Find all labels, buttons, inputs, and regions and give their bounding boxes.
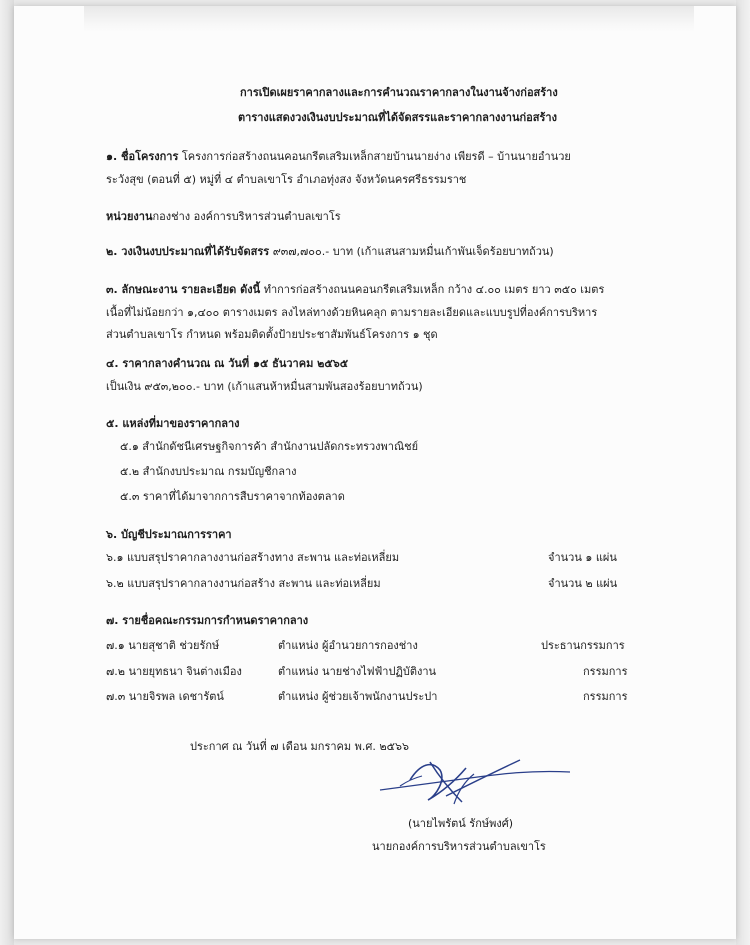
account-item-1: ๖.๑ แบบสรุปราคากลางงานก่อสร้างทาง สะพาน และท่อเหลี่ยม <box>106 551 400 564</box>
nature-text-3: ส่วนตำบลเขาโร กำหนด พร้อมติดตั้งป้ายประชาสัมพันธ์โครงการ ๑ ชุด <box>106 328 438 341</box>
signer-title: นายกองค์การบริหารส่วนตำบลเขาโร <box>372 840 546 853</box>
member-3-role: กรรมการ <box>583 690 628 703</box>
member-2-position: ตำแหน่ง นายช่างไฟฟ้าปฏิบัติงาน <box>278 665 437 678</box>
source-item-1: ๕.๑ สำนักดัชนีเศรษฐกิจการค้า สำนักงานปลัดกระทรวงพาณิชย์ <box>120 440 419 453</box>
account-item-2: ๖.๒ แบบสรุปราคากลางงานก่อสร้าง สะพาน และท่อเหลี่ยม <box>106 577 381 590</box>
budget-line <box>106 245 554 259</box>
committee-label: ๗. รายชื่อคณะกรรมการกำหนดราคากลาง <box>106 614 309 627</box>
project-label: ๑. ชื่อโครงการ <box>106 150 179 163</box>
member-2-name: ๗.๒ นายยุทธนา จินต่างเมือง <box>106 665 242 678</box>
median-text: เป็นเงิน ๙๕๓,๒๐๐.- บาท (เก้าแสนห้าหมื่นสามพันสองร้อยบาทถ้วน) <box>106 380 423 393</box>
account-count-2: จำนวน ๒ แผ่น <box>548 577 618 590</box>
sources-label: ๕. แหล่งที่มาของราคากลาง <box>106 417 240 430</box>
account-count-1: จำนวน ๑ แผ่น <box>548 551 617 564</box>
nature-text-1: ทำการก่อสร้างถนนคอนกรีตเสริมเหล็ก กว้าง ๔.๐๐ เมตร ยาว ๓๕๐ เมตร <box>263 283 605 296</box>
project-text-2: ระวังสุข (ตอนที่ ๕) หมู่ที่ ๔ ตำบลเขาโร อำเภอทุ่งสง จังหวัดนครศรีธรรมราช <box>106 173 467 186</box>
median-label: ๔. ราคากลางคำนวณ ณ วันที่ ๑๕ ธันวาคม ๒๕๖๕ <box>106 357 349 370</box>
nature-line-1 <box>106 283 604 297</box>
member-3-position: ตำแหน่ง ผู้ช่วยเจ้าพนักงานประปา <box>278 690 438 703</box>
member-3-name: ๗.๓ นายจิรพล เดชารัตน์ <box>106 690 224 703</box>
signature-scribble <box>370 752 580 822</box>
signer-name: (นายไพรัตน์ รักษ์พงศ์) <box>408 817 513 830</box>
nature-text-2: เนื้อที่ไม่น้อยกว่า ๑,๔๐๐ ตารางเมตร ลงไหล่ทางด้วยหินคลุก ตามรายละเอียดและแบบรูปที่องค์การบริหาร <box>106 306 598 319</box>
accounts-label: ๖. บัญชีประมาณการราคา <box>106 528 232 541</box>
page-edge-right <box>736 0 750 945</box>
announce-date: ประกาศ ณ วันที่ ๗ เดือน มกราคม พ.ศ. ๒๕๖๖ <box>190 740 409 753</box>
member-1-role: ประธานกรรมการ <box>541 639 625 652</box>
nature-label: ๓. ลักษณะงาน รายละเอียด ดังนี้ <box>106 283 261 296</box>
member-2-role: กรรมการ <box>583 665 628 678</box>
header-line-1: การเปิดเผยราคากลางและการคำนวณราคากลางในงานจ้างก่อสร้าง <box>240 86 558 99</box>
project-text-1: โครงการก่อสร้างถนนคอนกรีตเสริมเหล็กสายบ้านนายง่าง เพียรดี – บ้านนายอำนวย <box>181 150 571 163</box>
source-item-3: ๕.๓ ราคาที่ได้มาจากการสืบราคาจากท้องตลาด <box>120 490 345 503</box>
header-line-2: ตารางแสดงวงเงินงบประมาณที่ได้จัดสรรและราคากลางงานก่อสร้าง <box>238 111 557 124</box>
budget-label: ๒. วงเงินงบประมาณที่ได้รับจัดสรร <box>106 245 270 258</box>
budget-text: ๙๓๗,๗๐๐.- บาท (เก้าแสนสามหมื่นเก้าพันเจ็ดร้อยบาทถ้วน) <box>272 245 554 258</box>
agency-line <box>106 210 341 224</box>
agency-label: หน่วยงาน <box>106 210 153 223</box>
bleed-through-text <box>84 6 694 32</box>
agency-text: กองช่าง องค์การบริหารส่วนตำบลเขาโร <box>152 210 341 223</box>
project-line-1 <box>106 150 571 164</box>
member-1-name: ๗.๑ นายสุชาติ ช่วยรักษ์ <box>106 639 220 652</box>
page-edge-left <box>0 0 14 945</box>
member-1-position: ตำแหน่ง ผู้อำนวยการกองช่าง <box>278 639 418 652</box>
source-item-2: ๕.๒ สำนักงบประมาณ กรมบัญชีกลาง <box>120 465 297 478</box>
